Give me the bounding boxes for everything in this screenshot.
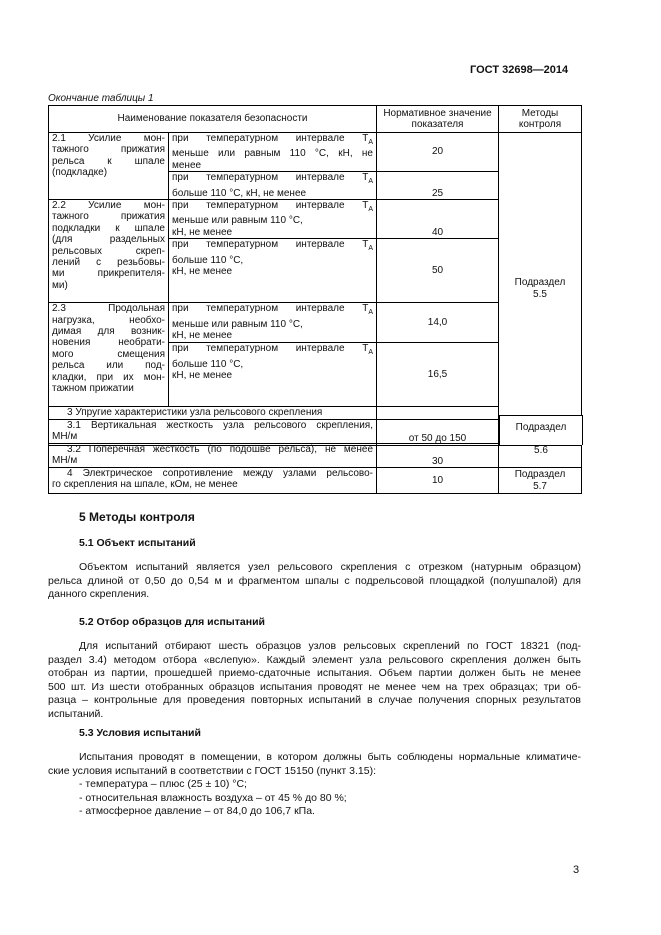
- row-2-3-name: 2.3 Продольная нагрузка, необхо- димая для возник- новения необрати- мого смещения рельса или под- кладки, при их мон- тажном прижатии: [49, 303, 169, 407]
- row-2-3a-value: 14,0: [377, 303, 499, 343]
- table-header-row: [49, 106, 582, 133]
- section-5-title: 5 Методы контроля: [79, 510, 195, 524]
- row-2-1a-value: 20: [377, 133, 499, 172]
- row-2-2b-value: 50: [377, 239, 499, 303]
- row-2-1b-value: 25: [377, 172, 499, 200]
- safety-indicators-table: [48, 105, 582, 446]
- table-row: [49, 468, 582, 494]
- list-item: - температура – плюс (25 ± 10) °С;: [79, 778, 247, 790]
- table-caption: Окончание таблицы 1: [48, 93, 154, 104]
- header-name: Наименование показателя безопасности: [49, 106, 377, 133]
- row-2-1b-condition: при температурном интервале $T_A$ больше 110 °С, кН, не менее: [169, 172, 377, 200]
- row-3-1-name: 3.1 Вертикальная жесткость узла рельсового скрепления, МН/м: [49, 419, 377, 445]
- row-2-1a-condition: при температурном интервале $T_A$ меньше или равным 110 °С, кН, не менее: [169, 133, 377, 172]
- row-2-2a-condition: при температурном интервале $T_A$ меньше или равным 110 °С, кН, не менее: [169, 200, 377, 239]
- row-2-3b-value: 16,5: [377, 343, 499, 407]
- row-4-value: 10: [377, 468, 499, 494]
- list-item: - относительная влажность воздуха – от 45 % до 80 %;: [79, 792, 347, 804]
- method-5-5: Подраздел 5.5: [499, 133, 582, 446]
- section-5-2-title: 5.2 Отбор образцов для испытаний: [79, 616, 266, 628]
- page-number: 3: [573, 864, 580, 876]
- row-3-value: [377, 407, 499, 419]
- table-row: [49, 133, 582, 172]
- section-5-2-text: Для испытаний отбирают шесть образцов узлов рельсовых скреплений по ГОСТ 18321 (под- раздел 3.4) методом отбора «вслепую». Каждый элемент узла рельсового скрепления должен быть отобран из партии, прошедшей приемо-сдаточные испытания. Объем партии должен быть не менее 500 шт. Из шести отобранных образцов испытания проводят не менее чем на трех образцах; три об- разца – контрольные для проведения повторных испытаний в случае получения спорных результатов испытаний.: [48, 640, 581, 720]
- row-3-name: 3 Упругие характеристики узла рельсового скрепления: [49, 407, 377, 419]
- section-5-3-text: Испытания проводят в помещении, в котором должны быть соблюдены нормальные климатиче- ские условия испытаний в соответствии с ГОСТ 15150 (пункт 3.15):: [48, 751, 581, 777]
- section-5-1-text: Объектом испытаний является узел рельсового скрепления с отрезком (натурным образцом) рельса длиной от 0,50 до 0,54 м и фрагментом шпалы с подрельсовой площадкой (полушпалой) для данного скрепления.: [48, 561, 581, 600]
- header-methods: Методы контроля: [499, 106, 582, 133]
- row-4-name: 4 Электрическое сопротивление между узлами рельсово- го скрепления на шпале, кОм, не менее: [49, 468, 377, 494]
- row-2-2-name: 2.2 Усилие мон- тажного прижатия подкладки к шпале (для раздельных рельсовых скреп- лений с резьбовы- ми прикрепителя- ми): [49, 200, 169, 303]
- row-2-2b-condition: при температурном интервале $T_A$ больше 110 °С, кН, не менее: [169, 239, 377, 303]
- section-5-3-title: 5.3 Условия испытаний: [79, 727, 201, 739]
- row-2-1-name: 2.1 Усилие мон- тажного прижатия рельса к шпале (подкладке): [49, 133, 169, 200]
- row-3-1-value: от 50 до 150: [377, 419, 499, 445]
- document-id: ГОСТ 32698—2014: [470, 64, 569, 76]
- row-2-3a-condition: при температурном интервале $T_A$ меньше или равным 110 °С, кН, не менее: [169, 303, 377, 343]
- row-3-2-name: 3.2 Поперечная жесткость (по подошве рельса), не менее МН/м: [49, 444, 377, 468]
- section-5-1-title: 5.1 Объект испытаний: [79, 537, 196, 549]
- list-item: - атмосферное давление – от 84,0 до 106,7 кПа.: [79, 805, 315, 817]
- row-2-2a-value: 40: [377, 200, 499, 239]
- row-3-2-value: 30: [377, 444, 499, 468]
- row-2-3b-condition: при температурном интервале $T_A$ больше 110 °С, кН, не менее: [169, 343, 377, 407]
- method-5-6: Подраздел 5.6: [499, 415, 583, 445]
- method-5-7: Подраздел 5.7: [499, 468, 582, 494]
- header-norm: Нормативное значение показателя: [377, 106, 499, 133]
